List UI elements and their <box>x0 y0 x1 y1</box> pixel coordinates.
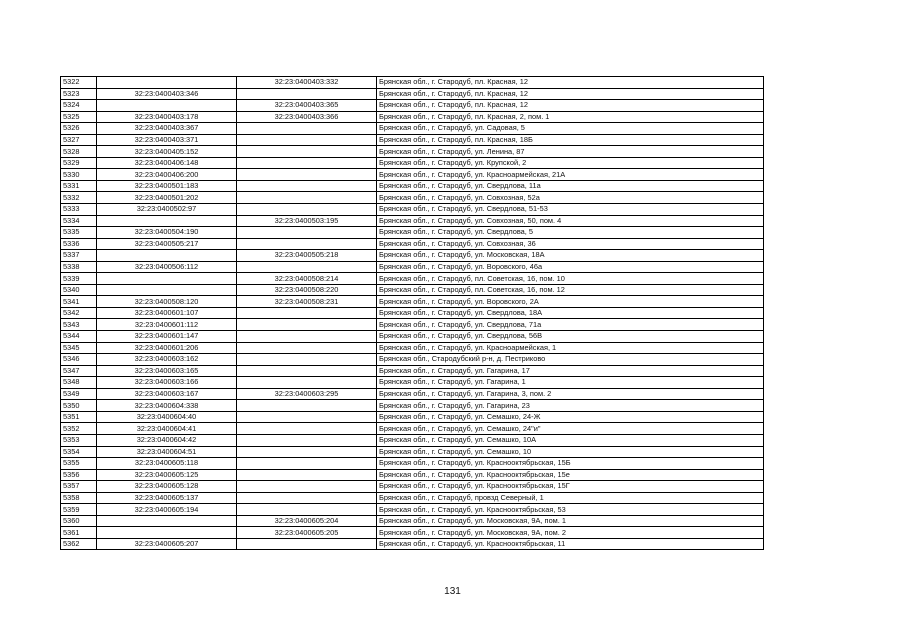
premises-cadastral-number-cell <box>237 538 377 550</box>
table-row <box>61 134 764 146</box>
address-cell: Брянская обл., г. Стародуб, ул. Московская, 18А <box>377 250 764 262</box>
premises-cadastral-number-cell <box>237 331 377 343</box>
table-row <box>61 261 764 273</box>
cadastral-number-cell: 32:23:0400501:183 <box>97 180 237 192</box>
address-cell: Брянская обл., г. Стародуб, ул. Воровского, 2А <box>377 296 764 308</box>
row-number-cell: 5348 <box>61 377 97 389</box>
cadastral-number-cell: 32:23:0400605:137 <box>97 492 237 504</box>
premises-cadastral-number-cell <box>237 146 377 158</box>
address-cell: Брянская обл., г. Стародуб, ул. Семашко, 24-Ж <box>377 411 764 423</box>
address-cell: Брянская обл., г. Стародуб, ул. Свердлова, 71а <box>377 319 764 331</box>
table-row <box>61 365 764 377</box>
table-row <box>61 527 764 539</box>
premises-cadastral-number-cell <box>237 434 377 446</box>
row-number-cell: 5359 <box>61 504 97 516</box>
row-number-cell: 5341 <box>61 296 97 308</box>
premises-cadastral-number-cell: 32:23:0400508:231 <box>237 296 377 308</box>
row-number-cell: 5351 <box>61 411 97 423</box>
premises-cadastral-number-cell: 32:23:0400603:295 <box>237 388 377 400</box>
cadastral-number-cell: 32:23:0400504:190 <box>97 227 237 239</box>
row-number-cell: 5330 <box>61 169 97 181</box>
address-cell: Брянская обл., г. Стародуб, ул. Краснооктябрьская, 11 <box>377 538 764 550</box>
table-row <box>61 388 764 400</box>
cadastral-number-cell: 32:23:0400403:371 <box>97 134 237 146</box>
table-row <box>61 215 764 227</box>
row-number-cell: 5344 <box>61 331 97 343</box>
cadastral-number-cell: 32:23:0400601:147 <box>97 331 237 343</box>
row-number-cell: 5333 <box>61 204 97 216</box>
premises-cadastral-number-cell <box>237 365 377 377</box>
premises-cadastral-number-cell <box>237 307 377 319</box>
address-cell: Брянская обл., г. Стародуб, ул. Свердлова, 51-53 <box>377 204 764 216</box>
premises-cadastral-number-cell <box>237 423 377 435</box>
premises-cadastral-number-cell <box>237 354 377 366</box>
address-cell: Брянская обл., г. Стародуб, ул. Свердлова, 56В <box>377 331 764 343</box>
cadastral-number-cell: 32:23:0400604:40 <box>97 411 237 423</box>
row-number-cell: 5331 <box>61 180 97 192</box>
cadastral-number-cell: 32:23:0400505:217 <box>97 238 237 250</box>
row-number-cell: 5339 <box>61 273 97 285</box>
premises-cadastral-number-cell <box>237 157 377 169</box>
address-cell: Брянская обл., г. Стародуб, ул. Семашко, 10А <box>377 434 764 446</box>
address-cell: Брянская обл., г. Стародуб, ул. Садовая, 5 <box>377 123 764 135</box>
row-number-cell: 5354 <box>61 446 97 458</box>
row-number-cell: 5356 <box>61 469 97 481</box>
cadastral-number-cell <box>97 215 237 227</box>
row-number-cell: 5337 <box>61 250 97 262</box>
row-number-cell: 5329 <box>61 157 97 169</box>
row-number-cell: 5346 <box>61 354 97 366</box>
cadastral-number-cell: 32:23:0400501:202 <box>97 192 237 204</box>
premises-cadastral-number-cell <box>237 481 377 493</box>
premises-cadastral-number-cell: 32:23:0400508:214 <box>237 273 377 285</box>
row-number-cell: 5361 <box>61 527 97 539</box>
premises-cadastral-number-cell <box>237 492 377 504</box>
premises-cadastral-number-cell <box>237 377 377 389</box>
cadastral-number-cell: 32:23:0400601:112 <box>97 319 237 331</box>
address-cell: Брянская обл., г. Стародуб, ул. Воровского, 46а <box>377 261 764 273</box>
row-number-cell: 5355 <box>61 458 97 470</box>
premises-cadastral-number-cell <box>237 134 377 146</box>
address-cell: Брянская обл., г. Стародуб, ул. Краснооктябрьская, 15е <box>377 469 764 481</box>
table-row <box>61 77 764 89</box>
table-row <box>61 123 764 135</box>
table-row <box>61 377 764 389</box>
cadastral-number-cell: 32:23:0400603:165 <box>97 365 237 377</box>
premises-cadastral-number-cell <box>237 123 377 135</box>
premises-cadastral-number-cell: 32:23:0400508:220 <box>237 284 377 296</box>
address-cell: Брянская обл., г. Стародуб, пл. Советская, 16, пом. 12 <box>377 284 764 296</box>
address-cell: Брянская обл., г. Стародуб, пл. Красная, 18Б <box>377 134 764 146</box>
table-row <box>61 180 764 192</box>
cadastral-number-cell <box>97 250 237 262</box>
row-number-cell: 5335 <box>61 227 97 239</box>
premises-cadastral-number-cell <box>237 319 377 331</box>
row-number-cell: 5322 <box>61 77 97 89</box>
row-number-cell: 5328 <box>61 146 97 158</box>
cadastral-number-cell: 32:23:0400403:367 <box>97 123 237 135</box>
cadastral-number-cell: 32:23:0400506:112 <box>97 261 237 273</box>
premises-cadastral-number-cell <box>237 238 377 250</box>
row-number-cell: 5326 <box>61 123 97 135</box>
row-number-cell: 5358 <box>61 492 97 504</box>
cadastral-number-cell: 32:23:0400605:118 <box>97 458 237 470</box>
table-row <box>61 284 764 296</box>
table-row <box>61 319 764 331</box>
table-row <box>61 342 764 354</box>
cadastral-number-cell: 32:23:0400605:194 <box>97 504 237 516</box>
address-cell: Брянская обл., г. Стародуб, ул. Гагарина, 3, пом. 2 <box>377 388 764 400</box>
premises-cadastral-number-cell <box>237 204 377 216</box>
row-number-cell: 5327 <box>61 134 97 146</box>
address-cell: Брянская обл., г. Стародуб, ул. Гагарина, 23 <box>377 400 764 412</box>
address-cell: Брянская обл., г. Стародуб, пл. Советская, 16, пом. 10 <box>377 273 764 285</box>
address-cell: Брянская обл., г. Стародуб, ул. Свердлова, 5 <box>377 227 764 239</box>
address-cell: Брянская обл., г. Стародуб, ул. Гагарина, 17 <box>377 365 764 377</box>
cadastral-number-cell <box>97 515 237 527</box>
cadastral-number-cell: 32:23:0400605:207 <box>97 538 237 550</box>
cadastral-number-cell <box>97 100 237 112</box>
table-row <box>61 434 764 446</box>
premises-cadastral-number-cell <box>237 88 377 100</box>
table-row <box>61 423 764 435</box>
row-number-cell: 5352 <box>61 423 97 435</box>
row-number-cell: 5360 <box>61 515 97 527</box>
row-number-cell: 5343 <box>61 319 97 331</box>
cadastral-number-cell: 32:23:0400405:152 <box>97 146 237 158</box>
premises-cadastral-number-cell <box>237 400 377 412</box>
table-row <box>61 100 764 112</box>
premises-cadastral-number-cell: 32:23:0400403:366 <box>237 111 377 123</box>
cadastral-number-cell: 32:23:0400605:128 <box>97 481 237 493</box>
address-cell: Брянская обл., г. Стародуб, провзд Северный, 1 <box>377 492 764 504</box>
row-number-cell: 5332 <box>61 192 97 204</box>
address-cell: Брянская обл., г. Стародуб, ул. Московская, 9А, пом. 2 <box>377 527 764 539</box>
cadastral-number-cell: 32:23:0400601:206 <box>97 342 237 354</box>
table-row <box>61 307 764 319</box>
cadastral-number-cell <box>97 273 237 285</box>
row-number-cell: 5353 <box>61 434 97 446</box>
table-row <box>61 204 764 216</box>
premises-cadastral-number-cell: 32:23:0400605:204 <box>237 515 377 527</box>
registry-table <box>60 76 764 550</box>
cadastral-number-cell: 32:23:0400403:178 <box>97 111 237 123</box>
table-row <box>61 88 764 100</box>
address-cell: Брянская обл., г. Стародуб, ул. Краснооктябрьская, 15Б <box>377 458 764 470</box>
cadastral-number-cell: 32:23:0400603:166 <box>97 377 237 389</box>
table-row <box>61 192 764 204</box>
address-cell: Брянская обл., г. Стародуб, ул. Совхозная, 36 <box>377 238 764 250</box>
premises-cadastral-number-cell <box>237 261 377 273</box>
address-cell: Брянская обл., г. Стародуб, ул. Краснооктябрьская, 53 <box>377 504 764 516</box>
table-row <box>61 146 764 158</box>
address-cell: Брянская обл., г. Стародуб, ул. Красноармейская, 1 <box>377 342 764 354</box>
table-row <box>61 411 764 423</box>
row-number-cell: 5338 <box>61 261 97 273</box>
table-row <box>61 238 764 250</box>
cadastral-number-cell <box>97 77 237 89</box>
table-row <box>61 469 764 481</box>
address-cell: Брянская обл., г. Стародуб, ул. Московская, 9А, пом. 1 <box>377 515 764 527</box>
table-row <box>61 354 764 366</box>
cadastral-number-cell: 32:23:0400601:107 <box>97 307 237 319</box>
row-number-cell: 5357 <box>61 481 97 493</box>
table-row <box>61 273 764 285</box>
address-cell: Брянская обл., г. Стародуб, ул. Ленина, 87 <box>377 146 764 158</box>
address-cell: Брянская обл., г. Стародуб, ул. Совхозная, 50, пом. 4 <box>377 215 764 227</box>
address-cell: Брянская обл., г. Стародуб, пл. Красная, 12 <box>377 100 764 112</box>
cadastral-number-cell: 32:23:0400605:125 <box>97 469 237 481</box>
premises-cadastral-number-cell <box>237 411 377 423</box>
registry-table-body <box>61 77 764 550</box>
cadastral-number-cell: 32:23:0400604:338 <box>97 400 237 412</box>
address-cell: Брянская обл., г. Стародуб, ул. Свердлова, 18А <box>377 307 764 319</box>
cadastral-number-cell: 32:23:0400604:41 <box>97 423 237 435</box>
cadastral-number-cell: 32:23:0400502:97 <box>97 204 237 216</box>
table-row <box>61 169 764 181</box>
table-row <box>61 250 764 262</box>
table-row <box>61 492 764 504</box>
premises-cadastral-number-cell: 32:23:0400503:195 <box>237 215 377 227</box>
cadastral-number-cell: 32:23:0400604:51 <box>97 446 237 458</box>
address-cell: Брянская обл., г. Стародуб, ул. Красноармейская, 21А <box>377 169 764 181</box>
premises-cadastral-number-cell: 32:23:0400403:365 <box>237 100 377 112</box>
address-cell: Брянская обл., г. Стародуб, ул. Совхозная, 52а <box>377 192 764 204</box>
table-row <box>61 458 764 470</box>
table-row <box>61 504 764 516</box>
cadastral-number-cell: 32:23:0400508:120 <box>97 296 237 308</box>
table-row <box>61 296 764 308</box>
premises-cadastral-number-cell: 32:23:0400605:205 <box>237 527 377 539</box>
row-number-cell: 5325 <box>61 111 97 123</box>
address-cell: Брянская обл., г. Стародуб, пл. Красная, 12 <box>377 77 764 89</box>
table-row <box>61 538 764 550</box>
premises-cadastral-number-cell <box>237 180 377 192</box>
cadastral-number-cell: 32:23:0400603:167 <box>97 388 237 400</box>
premises-cadastral-number-cell: 32:23:0400505:218 <box>237 250 377 262</box>
premises-cadastral-number-cell <box>237 169 377 181</box>
table-row <box>61 157 764 169</box>
premises-cadastral-number-cell <box>237 469 377 481</box>
cadastral-number-cell <box>97 527 237 539</box>
address-cell: Брянская обл., Стародубский р-н, д. Пестриково <box>377 354 764 366</box>
address-cell: Брянская обл., г. Стародуб, пл. Красная, 2, пом. 1 <box>377 111 764 123</box>
row-number-cell: 5342 <box>61 307 97 319</box>
row-number-cell: 5350 <box>61 400 97 412</box>
cadastral-number-cell: 32:23:0400604:42 <box>97 434 237 446</box>
premises-cadastral-number-cell <box>237 446 377 458</box>
address-cell: Брянская обл., г. Стародуб, ул. Крупской, 2 <box>377 157 764 169</box>
premises-cadastral-number-cell <box>237 458 377 470</box>
row-number-cell: 5349 <box>61 388 97 400</box>
row-number-cell: 5362 <box>61 538 97 550</box>
row-number-cell: 5345 <box>61 342 97 354</box>
row-number-cell: 5347 <box>61 365 97 377</box>
row-number-cell: 5323 <box>61 88 97 100</box>
row-number-cell: 5336 <box>61 238 97 250</box>
address-cell: Брянская обл., г. Стародуб, ул. Краснооктябрьская, 15Г <box>377 481 764 493</box>
row-number-cell: 5324 <box>61 100 97 112</box>
table-row <box>61 331 764 343</box>
table-row <box>61 481 764 493</box>
premises-cadastral-number-cell <box>237 504 377 516</box>
address-cell: Брянская обл., г. Стародуб, ул. Семашко, 24"и" <box>377 423 764 435</box>
cadastral-number-cell: 32:23:0400603:162 <box>97 354 237 366</box>
address-cell: Брянская обл., г. Стародуб, пл. Красная, 12 <box>377 88 764 100</box>
row-number-cell: 5340 <box>61 284 97 296</box>
address-cell: Брянская обл., г. Стародуб, ул. Гагарина, 1 <box>377 377 764 389</box>
page-number: 131 <box>444 586 461 597</box>
table-row <box>61 515 764 527</box>
premises-cadastral-number-cell <box>237 342 377 354</box>
table-row <box>61 111 764 123</box>
cadastral-number-cell: 32:23:0400406:148 <box>97 157 237 169</box>
premises-cadastral-number-cell <box>237 192 377 204</box>
table-row <box>61 446 764 458</box>
table-row <box>61 227 764 239</box>
table-row <box>61 400 764 412</box>
row-number-cell: 5334 <box>61 215 97 227</box>
cadastral-number-cell: 32:23:0400406:200 <box>97 169 237 181</box>
cadastral-number-cell <box>97 284 237 296</box>
premises-cadastral-number-cell <box>237 227 377 239</box>
address-cell: Брянская обл., г. Стародуб, ул. Свердлова, 11а <box>377 180 764 192</box>
cadastral-number-cell: 32:23:0400403:346 <box>97 88 237 100</box>
address-cell: Брянская обл., г. Стародуб, ул. Семашко, 10 <box>377 446 764 458</box>
premises-cadastral-number-cell: 32:23:0400403:332 <box>237 77 377 89</box>
